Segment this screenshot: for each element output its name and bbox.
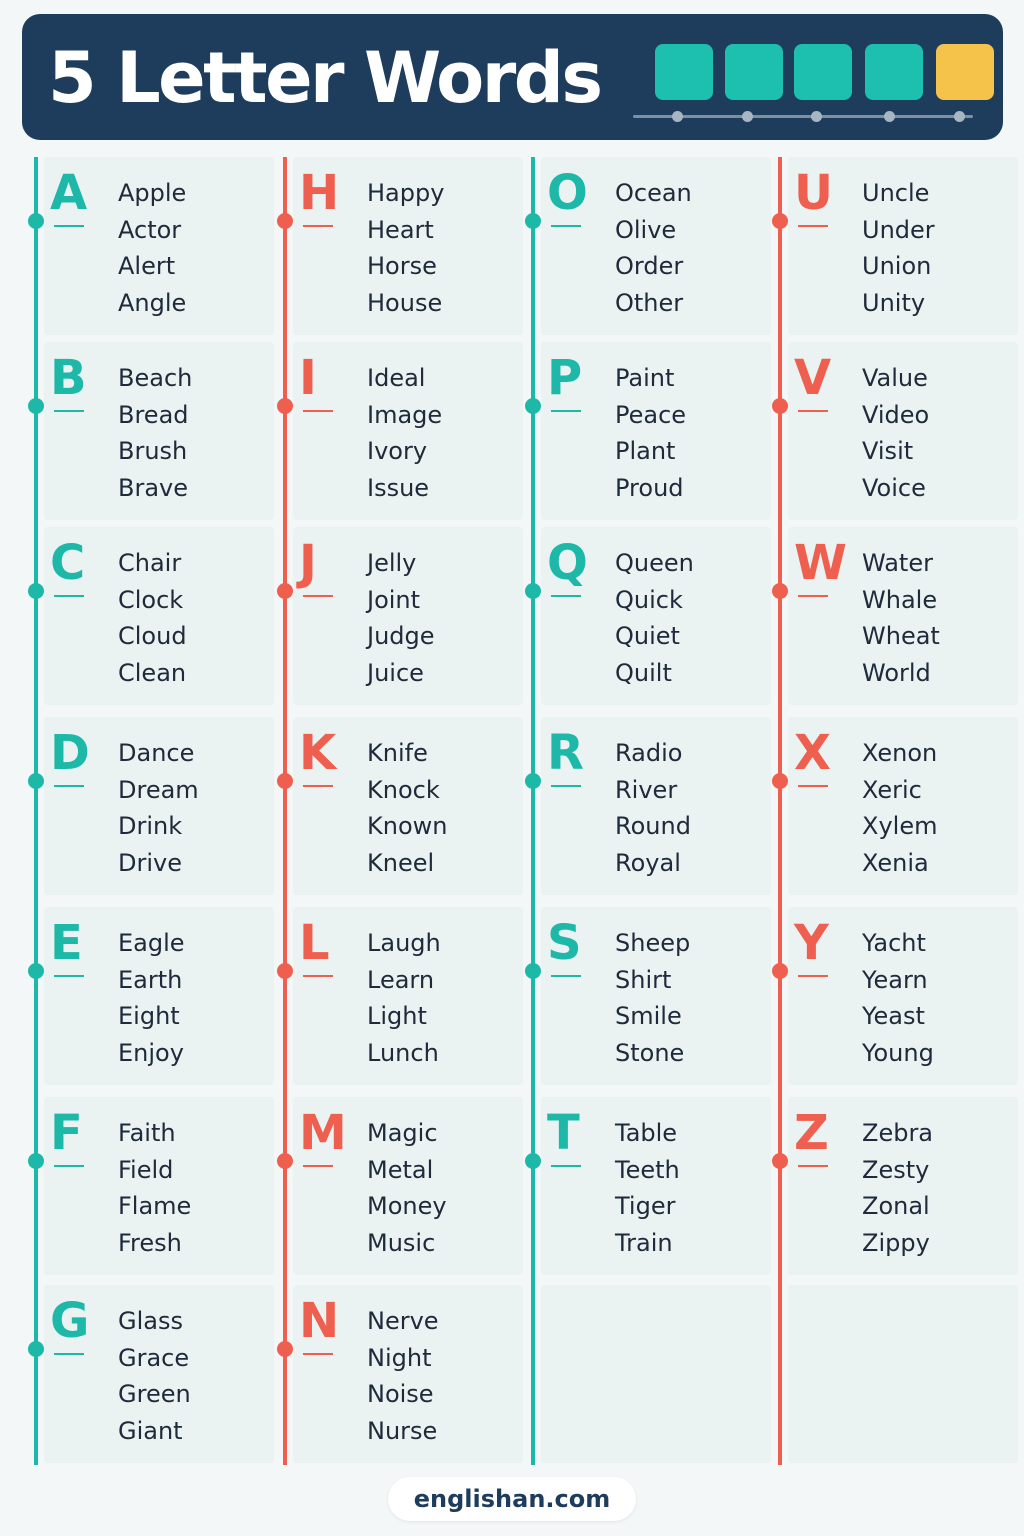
word-item: Shirt	[615, 965, 672, 994]
word-item: Yacht	[862, 929, 926, 957]
word-item: Knife	[367, 739, 428, 767]
word-item: Lunch	[367, 1038, 439, 1067]
group-letter: H	[299, 165, 340, 221]
word-item: Paint	[615, 364, 675, 392]
word-item: Apple	[118, 179, 187, 207]
group-letter: Z	[794, 1105, 829, 1161]
word-list	[118, 360, 192, 506]
timeline-node	[772, 213, 788, 229]
word-item: Quick	[615, 585, 683, 614]
word-item: Union	[862, 252, 932, 280]
word-item: Happy	[367, 179, 445, 207]
letter-underline	[551, 1165, 581, 1167]
word-item: Kneel	[367, 848, 435, 877]
word-item: Earth	[118, 965, 183, 994]
word-item: Field	[118, 1155, 174, 1184]
group-letter: B	[50, 350, 87, 406]
word-item: Brush	[118, 437, 188, 465]
word-item: Angle	[118, 288, 187, 317]
word-item: Xeric	[862, 775, 922, 804]
timeline-node	[525, 213, 541, 229]
group-letter: S	[547, 915, 582, 971]
word-item: Quiet	[615, 622, 680, 650]
word-item: Giant	[118, 1416, 183, 1445]
word-item: House	[367, 288, 443, 317]
word-item: Ocean	[615, 179, 692, 207]
word-item: Grace	[118, 1343, 190, 1372]
tiles-track-dot	[884, 111, 895, 122]
timeline-node	[28, 1341, 44, 1357]
letter-group-card	[788, 1285, 1018, 1463]
group-letter: D	[50, 725, 90, 781]
word-item: Radio	[615, 739, 683, 767]
word-item: Laugh	[367, 929, 441, 957]
word-item: Heart	[367, 215, 434, 244]
letter-underline	[54, 785, 84, 787]
timeline-node	[28, 773, 44, 789]
letter-underline	[798, 1165, 828, 1167]
word-item: Tiger	[615, 1192, 676, 1220]
timeline-node	[277, 963, 293, 979]
group-letter: Y	[794, 915, 829, 971]
column-rail-line	[531, 157, 535, 1465]
word-list	[367, 360, 442, 506]
word-item: Quilt	[615, 658, 672, 687]
word-list	[862, 175, 935, 321]
timeline-node	[277, 1153, 293, 1169]
letter-underline	[798, 410, 828, 412]
word-item: Bread	[118, 400, 189, 429]
timeline-node	[772, 398, 788, 414]
letter-underline	[303, 1165, 333, 1167]
group-letter: V	[794, 350, 832, 406]
word-item: Green	[118, 1380, 191, 1408]
word-item: Judge	[367, 622, 435, 650]
word-item: Other	[615, 288, 684, 317]
letter-underline	[303, 1353, 333, 1355]
word-item: Zesty	[862, 1155, 930, 1184]
word-item: Alert	[118, 252, 176, 280]
letter-underline	[303, 225, 333, 227]
word-item: Known	[367, 812, 448, 840]
word-list	[862, 735, 937, 881]
letter-underline	[798, 975, 828, 977]
group-letter: O	[547, 165, 588, 221]
word-item: Music	[367, 1228, 436, 1257]
word-item: Eagle	[118, 929, 185, 957]
timeline-node	[277, 398, 293, 414]
word-item: Sheep	[615, 929, 691, 957]
word-list	[367, 545, 435, 691]
timeline-node	[772, 963, 788, 979]
timeline-node	[772, 773, 788, 789]
group-letter: E	[50, 915, 83, 971]
word-list	[118, 1115, 191, 1261]
word-item: Clean	[118, 658, 187, 687]
timeline-node	[525, 1153, 541, 1169]
word-item: Nurse	[367, 1416, 438, 1445]
word-item: Order	[615, 252, 684, 280]
timeline-node	[277, 213, 293, 229]
group-letter: M	[299, 1105, 347, 1161]
letter-tile	[865, 44, 923, 100]
timeline-node	[277, 1341, 293, 1357]
letter-underline	[551, 595, 581, 597]
word-item: Flame	[118, 1192, 192, 1220]
word-item: Zippy	[862, 1228, 930, 1257]
word-list	[615, 735, 691, 881]
column-rail-line	[283, 157, 287, 1465]
letter-underline	[551, 785, 581, 787]
word-item: Round	[615, 812, 691, 840]
letter-underline	[54, 975, 84, 977]
timeline-node	[525, 963, 541, 979]
letter-column	[778, 157, 1024, 1465]
word-item: Plant	[615, 437, 676, 465]
letter-underline	[551, 410, 581, 412]
word-item: Faith	[118, 1119, 176, 1147]
word-item: Xenon	[862, 739, 938, 767]
word-item: Xenia	[862, 848, 929, 877]
word-list	[615, 1115, 680, 1261]
letter-underline	[798, 595, 828, 597]
word-item: Light	[367, 1002, 427, 1030]
word-item: Olive	[615, 215, 677, 244]
word-item: River	[615, 775, 678, 804]
word-item: Money	[367, 1192, 447, 1220]
word-item: Glass	[118, 1307, 183, 1335]
word-item: Horse	[367, 252, 437, 280]
group-letter: I	[299, 350, 317, 406]
group-letter: K	[299, 725, 337, 781]
letter-underline	[54, 1165, 84, 1167]
word-list	[367, 925, 441, 1071]
word-item: Knock	[367, 775, 440, 804]
word-item: Yeast	[862, 1002, 925, 1030]
word-list	[118, 1303, 191, 1449]
word-item: Stone	[615, 1038, 685, 1067]
word-list	[118, 925, 185, 1071]
word-item: Joint	[367, 585, 421, 614]
word-item: Brave	[118, 473, 189, 502]
letter-group-card	[541, 1285, 771, 1463]
word-item: Fresh	[118, 1228, 182, 1257]
group-letter: N	[299, 1293, 340, 1349]
group-letter: J	[299, 535, 317, 591]
word-list	[367, 1115, 447, 1261]
word-item: Zebra	[862, 1119, 934, 1147]
letter-underline	[798, 785, 828, 787]
page-title: 5 Letter Words	[48, 37, 601, 119]
word-item: Drive	[118, 848, 182, 877]
timeline-node	[525, 773, 541, 789]
word-item: Whale	[862, 585, 938, 614]
group-letter: P	[547, 350, 583, 406]
word-item: Zonal	[862, 1192, 930, 1220]
word-item: Smile	[615, 1002, 682, 1030]
word-item: Unity	[862, 288, 926, 317]
word-item: Jelly	[367, 549, 417, 577]
word-item: Cloud	[118, 622, 187, 650]
word-item: Peace	[615, 400, 687, 429]
word-item: Yearn	[862, 965, 928, 994]
word-list	[862, 1115, 933, 1261]
word-item: Dream	[118, 775, 199, 804]
timeline-node	[277, 773, 293, 789]
group-letter: W	[794, 535, 847, 591]
word-list	[862, 360, 929, 506]
word-item: Teeth	[615, 1155, 680, 1184]
word-item: Magic	[367, 1119, 438, 1147]
tiles-track-dot	[954, 111, 965, 122]
group-letter: F	[50, 1105, 83, 1161]
timeline-node	[28, 583, 44, 599]
word-item: Enjoy	[118, 1038, 184, 1067]
word-item: Young	[862, 1038, 934, 1067]
column-rail-line	[34, 157, 38, 1465]
group-letter: G	[50, 1293, 90, 1349]
word-item: Uncle	[862, 179, 930, 207]
tiles-track-line	[633, 115, 973, 118]
word-list	[118, 175, 186, 321]
word-item: Royal	[615, 848, 681, 877]
word-list	[367, 735, 447, 881]
group-letter: L	[299, 915, 330, 971]
letter-tile	[655, 44, 713, 100]
group-letter: X	[794, 725, 832, 781]
letter-tile	[936, 44, 994, 100]
letter-underline	[303, 410, 333, 412]
word-item: Value	[862, 364, 928, 392]
letter-underline	[54, 595, 84, 597]
word-list	[862, 545, 940, 691]
letter-underline	[798, 225, 828, 227]
word-item: Xylem	[862, 812, 938, 840]
tiles-track-dot	[811, 111, 822, 122]
group-letter: T	[547, 1105, 580, 1161]
timeline-node	[277, 583, 293, 599]
letter-underline	[551, 225, 581, 227]
letter-underline	[303, 595, 333, 597]
group-letter: Q	[547, 535, 588, 591]
word-item: Wheat	[862, 622, 940, 650]
timeline-node	[28, 213, 44, 229]
tiles-track-dot	[672, 111, 683, 122]
word-item: Eight	[118, 1002, 180, 1030]
word-item: Dance	[118, 739, 195, 767]
word-item: Ideal	[367, 364, 426, 392]
word-list	[615, 925, 690, 1071]
group-letter: C	[50, 535, 86, 591]
word-item: Train	[615, 1228, 673, 1257]
word-list	[367, 1303, 439, 1449]
site-footer-link[interactable]: englishan.com	[388, 1477, 636, 1521]
group-letter: A	[50, 165, 88, 221]
letter-underline	[54, 1353, 84, 1355]
letter-underline	[303, 975, 333, 977]
word-item: Video	[862, 400, 930, 429]
letter-underline	[303, 785, 333, 787]
letter-underline	[54, 225, 84, 227]
tiles-track-dot	[742, 111, 753, 122]
word-list	[118, 545, 187, 691]
letter-underline	[551, 975, 581, 977]
word-item: Actor	[118, 215, 182, 244]
letter-tile	[725, 44, 783, 100]
timeline-node	[525, 583, 541, 599]
word-item: Drink	[118, 812, 183, 840]
letter-column	[34, 157, 282, 1465]
word-item: Under	[862, 215, 935, 244]
word-item: Chair	[118, 549, 182, 577]
word-list	[615, 360, 686, 506]
letter-tile	[794, 44, 852, 100]
word-item: Learn	[367, 965, 435, 994]
word-item: Night	[367, 1343, 432, 1372]
letter-column	[531, 157, 779, 1465]
word-item: Metal	[367, 1155, 434, 1184]
timeline-node	[772, 583, 788, 599]
word-list	[615, 175, 692, 321]
timeline-node	[28, 1153, 44, 1169]
timeline-node	[28, 398, 44, 414]
word-item: Issue	[367, 473, 430, 502]
word-list	[367, 175, 444, 321]
word-item: Nerve	[367, 1307, 439, 1335]
word-item: Image	[367, 400, 443, 429]
word-item: Noise	[367, 1380, 434, 1408]
word-item: Juice	[367, 658, 424, 687]
word-list	[615, 545, 694, 691]
word-item: World	[862, 658, 931, 687]
word-item: Clock	[118, 585, 184, 614]
word-item: Table	[615, 1119, 678, 1147]
letter-underline	[54, 410, 84, 412]
word-list	[862, 925, 934, 1071]
letter-tiles-graphic	[633, 44, 978, 114]
group-letter: U	[794, 165, 833, 221]
word-item: Beach	[118, 364, 193, 392]
letter-column	[283, 157, 531, 1465]
word-item: Visit	[862, 437, 914, 465]
word-item: Voice	[862, 473, 926, 502]
column-rail-line	[778, 157, 782, 1465]
word-item: Water	[862, 549, 933, 577]
word-item: Queen	[615, 549, 694, 577]
word-item: Ivory	[367, 437, 428, 465]
header-banner	[22, 14, 1003, 140]
timeline-node	[772, 1153, 788, 1169]
timeline-node	[525, 398, 541, 414]
word-item: Proud	[615, 473, 684, 502]
timeline-node	[28, 963, 44, 979]
word-list	[118, 735, 199, 881]
group-letter: R	[547, 725, 584, 781]
